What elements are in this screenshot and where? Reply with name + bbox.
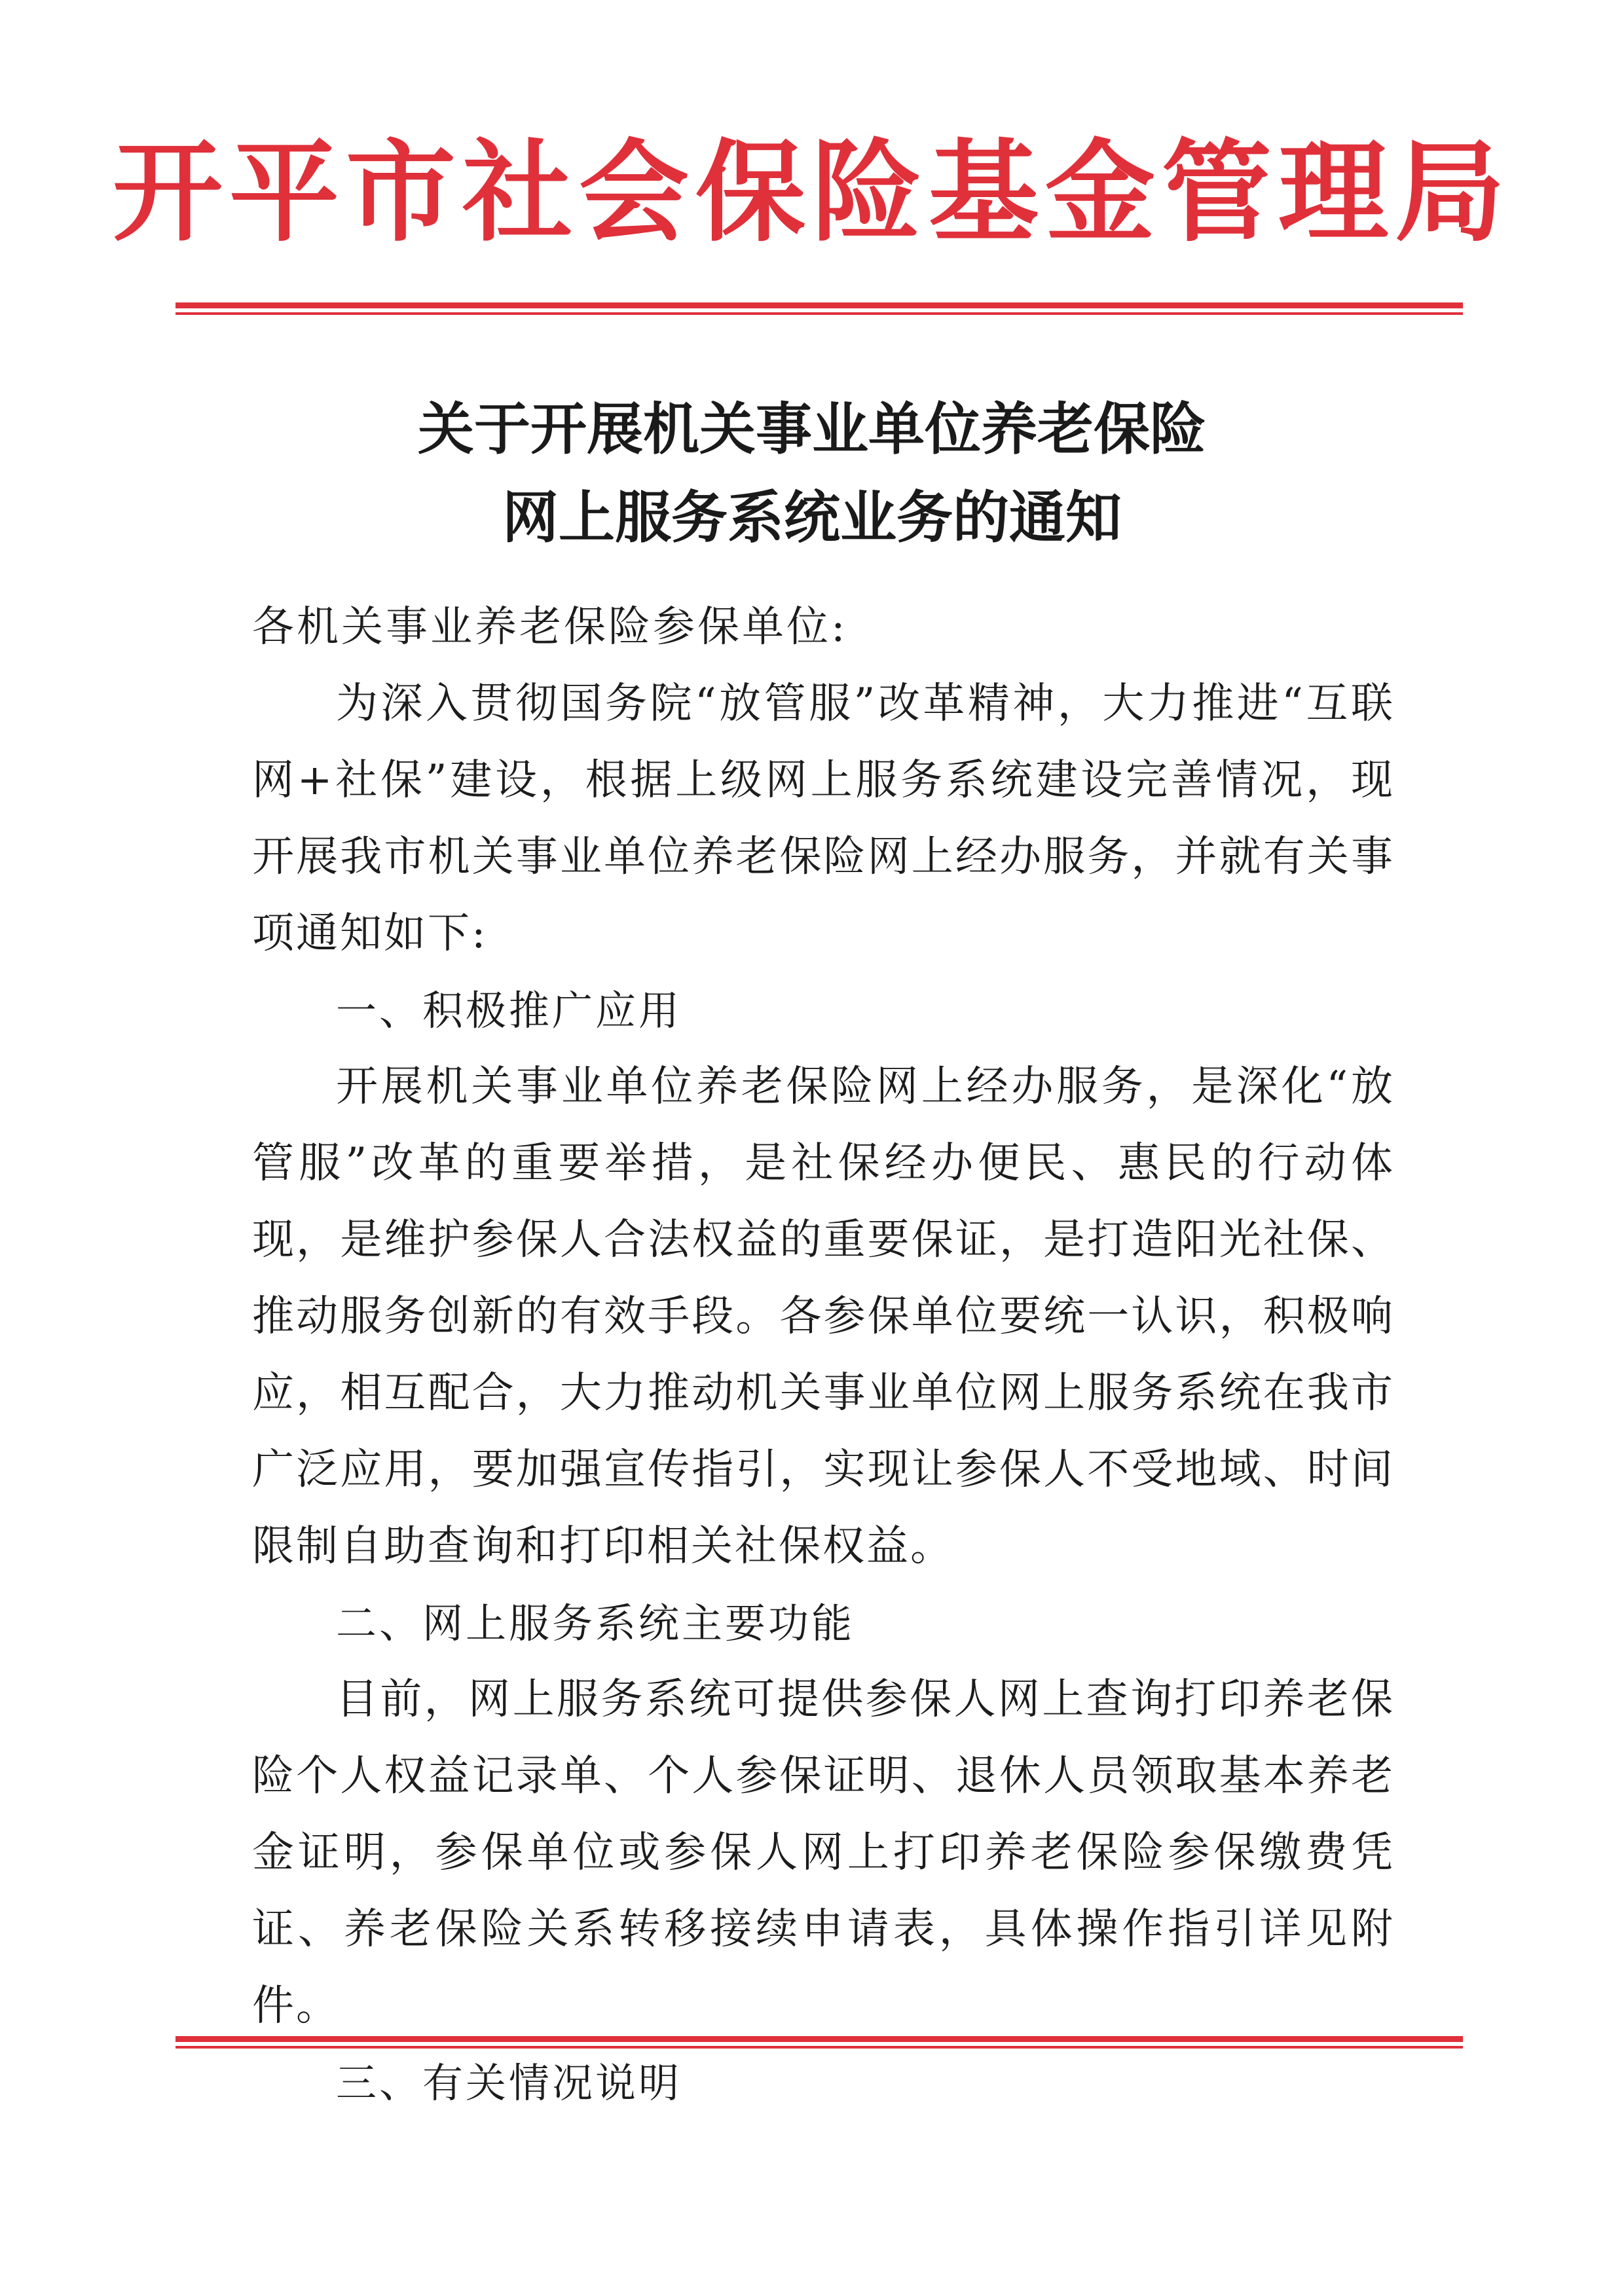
rule-thin-line [175, 312, 1463, 315]
agency-name: 开平市社会保险基金管理局 [113, 128, 1511, 257]
section-paragraph-2: 目前，网上服务系统可提供参保人网上查询打印养老保险个人权益记录单、个人参保证明、退休人员领取基本养老金证明，参保单位或参保人网上打印养老保险参保缴费凭证、养老保险关系转移接续申请表，具体操作指引详见附件。 [252, 1675, 1395, 2030]
intro-paragraph: 为深入贯彻国务院“放管服”改革精神，大力推进“互联网+社保”建设，根据上级网上服务系统建设完善情况，现开展我市机关事业单位养老保险网上经办服务，并就有关事项通知如下: [252, 680, 1395, 958]
document-title-line-1: 关于开展机关事业单位养老保险 [418, 396, 1206, 462]
section-heading-3: 三、有关情况说明 [336, 2059, 682, 2107]
rule-thick-line [175, 302, 1463, 308]
agency-masthead [0, 128, 1624, 257]
salutation: 各机关事业养老保险参保单位: [252, 603, 848, 651]
document-title [0, 385, 1624, 562]
document-title-line-2: 网上服务系统业务的通知 [502, 484, 1122, 551]
section-paragraph-1: 开展机关事业单位养老保险网上经办服务，是深化“放管服”改革的重要举措，是社保经办便民、惠民的行动体现，是维护参保人合法权益的重要保证，是打造阳光社保、推动服务创新的有效手段。各参保单位要统一认识，积极响应，相互配合，大力推动机关事业单位网上服务系统在我市广泛应用，要加强宣传指引，实现让参保人不受地域、时间限制自助查询和打印相关社保权益。 [252, 1063, 1395, 1571]
document-body [252, 589, 1395, 2121]
rule-thin-line [175, 2046, 1463, 2049]
page-rule-bottom [175, 2036, 1463, 2049]
masthead-rule-top [175, 302, 1463, 315]
section-heading-1: 一、积极推广应用 [336, 987, 682, 1034]
section-heading-2: 二、网上服务系统主要功能 [336, 1599, 855, 1647]
rule-thick-line [175, 2036, 1463, 2042]
